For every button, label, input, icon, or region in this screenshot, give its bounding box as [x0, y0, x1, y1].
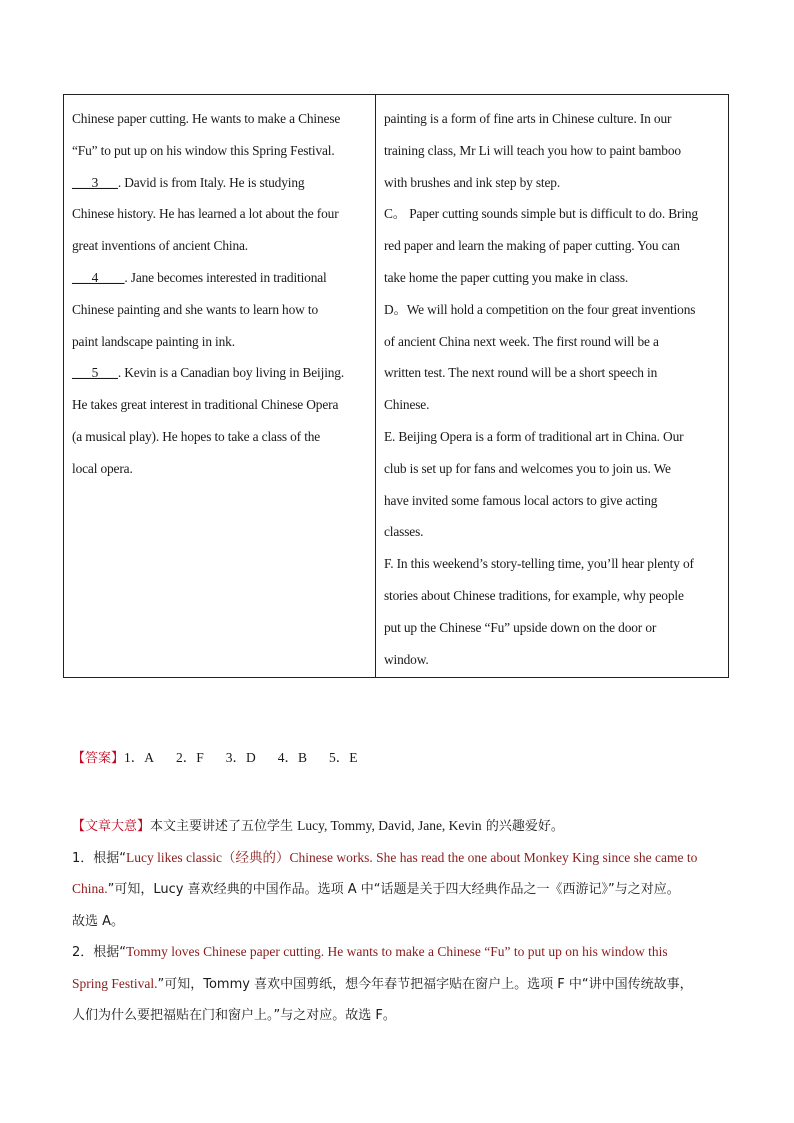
table-line: Chinese history. He has learned a lot about the four [72, 206, 339, 222]
answer-blank: ___5___ [72, 365, 118, 381]
explanation-line: 1．根据“Lucy likes classic（经典的）Chinese works. She has read the one about Monkey King since she came to [72, 849, 698, 866]
table-line: Chinese. [384, 397, 430, 413]
table-line: take home the paper cutting you make in class. [384, 269, 629, 285]
table-line: stories about Chinese traditions, for example, why people [384, 587, 684, 603]
analysis-section [72, 810, 742, 1031]
summary-line: 【文章大意】本文主要讲述了五位学生 Lucy, Tommy, David, Jane, Kevin 的兴趣爱好。 [72, 818, 564, 834]
answer-item: 1．A [124, 750, 155, 765]
answer-blank: ___3___ [72, 174, 118, 190]
table-line: “Fu” to put up on his window this Spring Festival. [72, 142, 335, 158]
table-line: D。We will hold a competition on the four great inventions [384, 301, 696, 317]
table-line: paint landscape painting in ink. [72, 333, 235, 349]
answer-tag: 【答案】 [72, 751, 125, 766]
answer-item: 3．D [225, 750, 256, 765]
table-line [72, 262, 369, 294]
quoted-text: China. [72, 881, 108, 896]
answer-item: 2．F [176, 750, 204, 765]
explanation-line: 2．根据“Tommy loves Chinese paper cutting. He wants to make a Chinese “Fu” to put up on his window this [72, 944, 668, 960]
table-line: training class, Mr Li will teach you how to paint bamboo [384, 142, 681, 158]
people-column [64, 95, 376, 677]
summary-tag: 【文章大意】 [72, 819, 151, 834]
table-line: have invited some famous local actors to give acting [384, 492, 658, 508]
table-line: C。 Paper cutting sounds simple but is difficult to do. Bring [384, 206, 698, 222]
explanation-line: 故选 A。 [72, 913, 125, 929]
table-line: Chinese paper cutting. He wants to make a Chinese [72, 111, 341, 126]
answer-item: 5．E [329, 750, 358, 765]
quoted-text: Spring Festival. [72, 975, 158, 991]
answer-key [72, 746, 380, 771]
table-line: club is set up for fans and welcomes you to join us. We [384, 460, 671, 476]
quoted-text: Tommy loves Chinese paper cutting. He wants to make a Chinese “Fu” to put up on his window this [126, 944, 668, 959]
explanation-line: 人们为什么要把福贴在门和窗户上。”与之对应。故选 F。 [72, 1008, 396, 1023]
answer-item: 4．B [277, 750, 308, 765]
table-line-text: . Jane becomes interested in traditional [124, 269, 327, 285]
table-line [72, 167, 369, 199]
table-line: put up the Chinese “Fu” upside down on the door or [384, 619, 657, 635]
options-column [376, 95, 728, 677]
table-line: F. In this weekend’s story-telling time, you’ll hear plenty of [384, 556, 694, 572]
explanation-line: Spring Festival.”可知，Tommy 喜欢中国剪纸，想今年春节把福字贴在窗户上。选项 F 中“讲中国传统故事， [72, 975, 693, 992]
table-line: E. Beijing Opera is a form of traditional art in China. Our [384, 428, 684, 444]
table-line: He takes great interest in traditional Chinese Opera [72, 397, 339, 413]
table-line-text: . Kevin is a Canadian boy living in Beijing. [117, 365, 345, 381]
table-line: great inventions of ancient China. [72, 238, 248, 254]
table-line: local opera. [72, 460, 133, 476]
table-line: with brushes and ink step by step. [384, 174, 561, 190]
table-line: red paper and learn the making of paper cutting. You can [384, 238, 680, 254]
quoted-text: Lucy likes classic（经典的）Chinese works. She has read the one about Monkey King since she came to [126, 849, 698, 865]
table-line: written test. The next round will be a short speech in [384, 365, 658, 381]
table-line: of ancient China next week. The first round will be a [384, 333, 659, 349]
table-line: painting is a form of fine arts in Chinese culture. In our [384, 111, 672, 126]
table-line: classes. [384, 524, 424, 540]
explanation-line: China.”可知，Lucy 喜欢经典的中国作品。选项 A 中“话题是关于四大经典作品之一《西游记》”与之对应。 [72, 881, 680, 897]
table-line: window. [384, 651, 429, 667]
table-line: (a musical play). He hopes to take a class of the [72, 428, 321, 444]
table-line: Chinese painting and she wants to learn how to [72, 301, 318, 317]
table-line-text: . David is from Italy. He is studying [117, 174, 305, 190]
table-line [72, 357, 369, 389]
matching-table [63, 94, 729, 678]
answer-blank: ___4____ [72, 269, 125, 285]
